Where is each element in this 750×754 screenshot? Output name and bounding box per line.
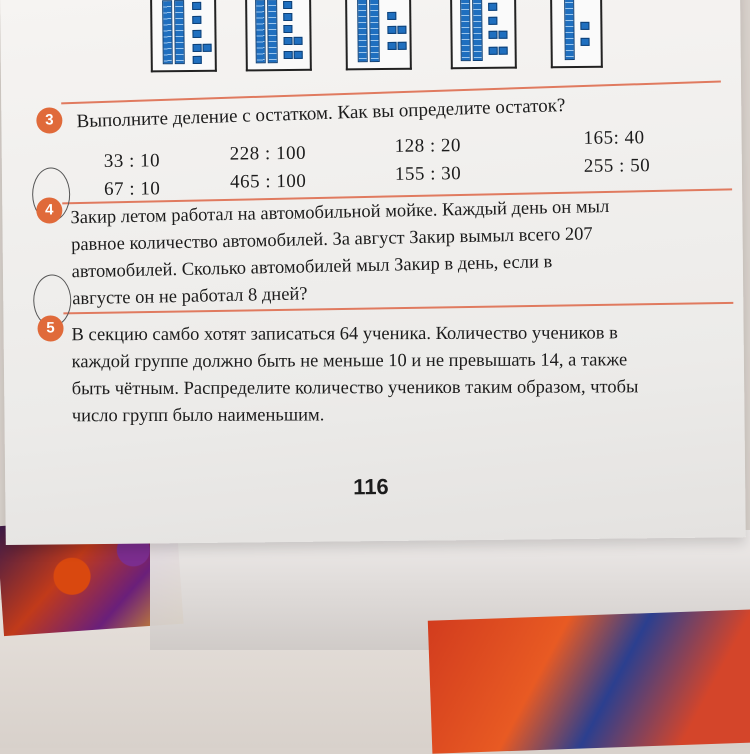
blocks-card (345, 0, 412, 70)
unit-cube (283, 25, 292, 33)
expression: 33 : 10 (103, 150, 161, 172)
unit-cube (488, 31, 497, 39)
ten-rod (174, 0, 185, 64)
text-line: августе он не работал 8 дней? (72, 284, 308, 310)
unit-cube (283, 1, 292, 9)
task-number-badge: 4 (36, 197, 62, 223)
expression: 67 : 10 (103, 178, 161, 200)
task-number-badge: 3 (36, 107, 62, 133)
blocks-card (245, 0, 312, 71)
ten-rod (255, 0, 266, 63)
task-number-badge: 5 (37, 315, 63, 341)
ten-rod (369, 0, 380, 62)
text-line: автомобилей. Сколько автомобилей мыл Закир в день, если в (71, 252, 553, 283)
unit-cube (294, 51, 303, 59)
unit-cube (488, 3, 497, 11)
ten-rod (267, 0, 278, 63)
unit-cube (193, 44, 202, 52)
unit-cube (387, 26, 396, 34)
unit-cube (580, 22, 589, 30)
ten-rod (357, 0, 368, 62)
unit-cube (192, 16, 201, 24)
base-ten-blocks-illustration (150, 0, 621, 76)
unit-cube (498, 31, 507, 39)
text-line: число групп было наименьшим. (71, 405, 325, 427)
unit-cube (398, 42, 407, 50)
unit-cube (193, 56, 202, 64)
text-line: равное количество автомобилей. За август Закир вымыл всего 207 (70, 224, 593, 256)
text-line: Закир летом работал на автомобильной мойке. Каждый день он мыл (70, 196, 610, 229)
expression: 155 : 30 (394, 163, 462, 185)
blocks-card (150, 0, 217, 72)
ten-rod (460, 0, 471, 61)
blocks-card (450, 0, 517, 69)
task4-text (70, 194, 611, 313)
text-line: каждой группе должно быть не меньше 10 и не превышать 14, а также (71, 350, 628, 373)
text-line: быть чётным. Распределите количество учеников таким образом, чтобы (71, 377, 639, 400)
unit-cube (488, 17, 497, 25)
unit-cube (192, 2, 201, 10)
unit-cube (387, 12, 396, 20)
expression: 128 : 20 (394, 135, 462, 157)
unit-cube (203, 44, 212, 52)
unit-cube (192, 30, 201, 38)
unit-cube (284, 51, 293, 59)
blocks-card (550, 0, 603, 68)
unit-cube (489, 47, 498, 55)
expression: 165: 40 (583, 127, 645, 149)
task5-text (71, 320, 638, 430)
task3-title: Выполните деление с остатком. Как вы определите остаток? (76, 94, 566, 133)
expression: 228 : 100 (229, 142, 307, 165)
expression: 255 : 50 (583, 155, 651, 177)
candy-wrapper-right (428, 609, 750, 753)
unit-cube (581, 38, 590, 46)
ten-rod (162, 0, 173, 64)
unit-cube (284, 37, 293, 45)
unit-cube (388, 42, 397, 50)
ten-rod (472, 0, 483, 61)
page-number: 116 (353, 473, 389, 500)
ten-rod (564, 0, 575, 60)
unit-cube (397, 26, 406, 34)
expression: 465 : 100 (229, 170, 307, 193)
unit-cube (294, 37, 303, 45)
unit-cube (499, 47, 508, 55)
unit-cube (283, 13, 292, 21)
text-line: В секцию самбо хотят записаться 64 ученика. Количество учеников в (71, 323, 618, 346)
